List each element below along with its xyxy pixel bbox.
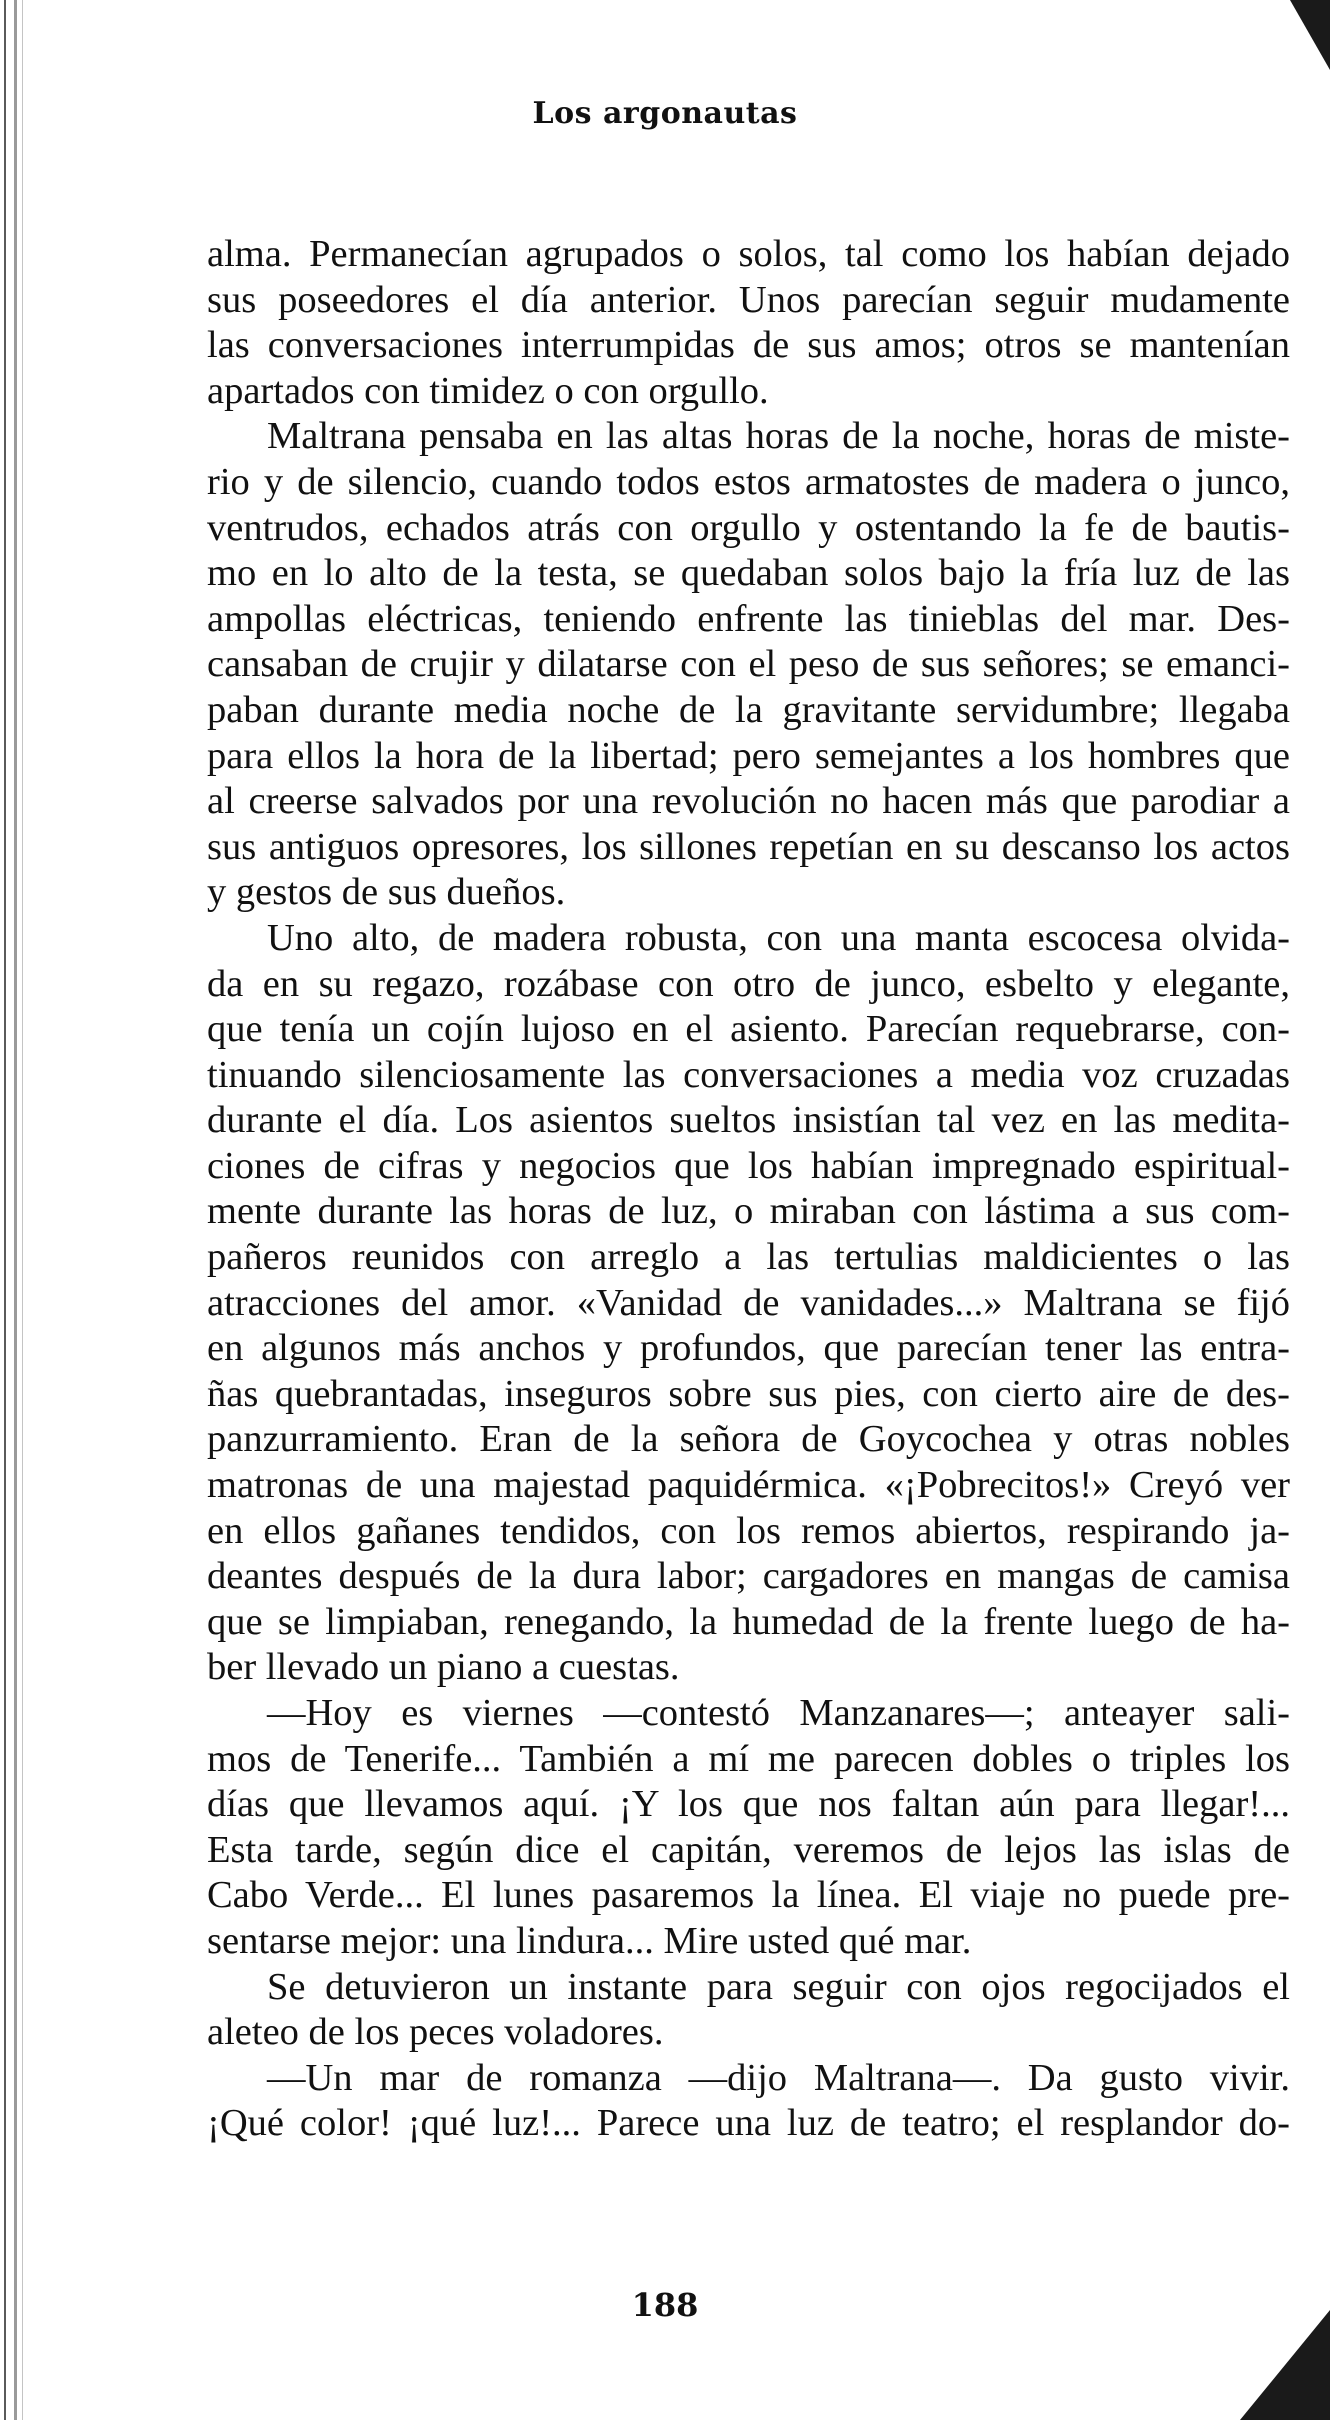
text-line: aleteo de los peces voladores. <box>207 2011 664 2054</box>
page-corner-shadow-top <box>1290 0 1330 70</box>
text-line: Esta tarde, según dice el capitán, veremos de lejos las islas de <box>207 1828 1290 1871</box>
text-line: ¡Qué color! ¡qué luz!... Parece una luz de teatro; el resplandor do- <box>207 2102 1290 2145</box>
text-line: pañeros reunidos con arreglo a las tertulias maldicientes o las <box>207 1236 1290 1279</box>
gutter-shadow-line <box>22 0 23 2420</box>
text-line: alma. Permanecían agrupados o solos, tal como los habían dejado <box>207 233 1290 275</box>
text-line: da en su regazo, rozábase con otro de junco, esbelto y elegante, <box>207 962 1290 1005</box>
text-line: sentarse mejor: una lindura... Mire usted qué mar. <box>207 1919 972 1962</box>
text-line: mos de Tenerife... También a mí me parecen dobles o triples los <box>207 1737 1290 1780</box>
text-line: matronas de una majestad paquidérmica. «¡Pobrecitos!» Creyó ver <box>207 1464 1290 1507</box>
text-line: —Hoy es viernes —contestó Manzanares—; anteayer sali- <box>267 1692 1290 1734</box>
gutter-shadow-line <box>14 0 17 2420</box>
text-line: ñas quebrantadas, inseguros sobre sus pies, con cierto aire de des- <box>207 1372 1290 1415</box>
page-corner-shadow-bottom <box>1240 2310 1330 2420</box>
text-line: durante el día. Los asientos sueltos insistían tal vez en las medita- <box>207 1099 1290 1142</box>
text-line: para ellos la hora de la libertad; pero semejantes a los hombres que <box>207 734 1290 777</box>
text-line: atracciones del amor. «Vanidad de vanidades...» Maltrana se fijó <box>207 1281 1290 1324</box>
text-line: ventrudos, echados atrás con orgullo y ostentando la fe de bautis- <box>207 506 1290 549</box>
gutter-shadow-line <box>4 0 6 2420</box>
text-line: en algunos más anchos y profundos, que parecían tener las entra- <box>207 1327 1290 1370</box>
text-line: tinuando silenciosamente las conversaciones a media voz cruzadas <box>207 1053 1290 1096</box>
text-line: panzurramiento. Eran de la señora de Goycochea y otras nobles <box>207 1418 1290 1461</box>
text-line: Se detuvieron un instante para seguir con ojos regocijados el <box>267 1965 1290 2008</box>
text-line: días que llevamos aquí. ¡Y los que nos faltan aún para llegar!... <box>207 1783 1290 1826</box>
running-title: Los argonautas <box>532 96 798 131</box>
text-line: Cabo Verde... El lunes pasaremos la línea. El viaje no puede pre- <box>207 1874 1290 1917</box>
text-line: —Un mar de romanza —dijo Maltrana—. Da gusto vivir. <box>267 2056 1290 2099</box>
text-line: paban durante media noche de la gravitante servidumbre; llegaba <box>207 688 1290 731</box>
text-line: y gestos de sus dueños. <box>207 871 566 914</box>
text-line: que tenía un cojín lujoso en el asiento. Parecían requebrarse, con- <box>207 1008 1290 1051</box>
text-line: ber llevado un piano a cuestas. <box>207 1646 680 1689</box>
text-line: mente durante las horas de luz, o miraban con lástima a sus com- <box>207 1190 1290 1233</box>
page-number: 188 <box>631 2286 699 2324</box>
text-line: al creerse salvados por una revolución no hacen más que parodiar a <box>207 780 1290 823</box>
text-line: ciones de cifras y negocios que los habían impregnado espiritual- <box>207 1144 1290 1187</box>
text-line: deantes después de la dura labor; cargadores en mangas de camisa <box>207 1555 1290 1598</box>
text-line: en ellos gañanes tendidos, con los remos abiertos, respirando ja- <box>207 1509 1290 1552</box>
text-line: Uno alto, de madera robusta, con una manta escocesa olvida- <box>267 916 1290 959</box>
text-line: sus antiguos opresores, los sillones repetían en su descanso los actos <box>207 825 1290 868</box>
text-line: mo en lo alto de la testa, se quedaban solos bajo la fría luz de las <box>207 552 1290 595</box>
text-line: rio y de silencio, cuando todos estos armatostes de madera o junco, <box>207 460 1290 503</box>
text-line: que se limpiaban, renegando, la humedad de la frente luego de ha- <box>207 1600 1290 1643</box>
body-text <box>207 232 1290 2147</box>
text-line: Maltrana pensaba en las altas horas de la noche, horas de miste- <box>267 415 1290 458</box>
text-line: apartados con timidez o con orgullo. <box>207 369 769 412</box>
text-line: cansaban de crujir y dilatarse con el peso de sus señores; se emanci- <box>207 643 1290 686</box>
text-line: ampollas eléctricas, teniendo enfrente las tinieblas del mar. Des- <box>207 597 1290 640</box>
text-line: sus poseedores el día anterior. Unos parecían seguir mudamente <box>207 278 1290 321</box>
text-line: las conversaciones interrumpidas de sus amos; otros se mantenían <box>207 324 1290 367</box>
